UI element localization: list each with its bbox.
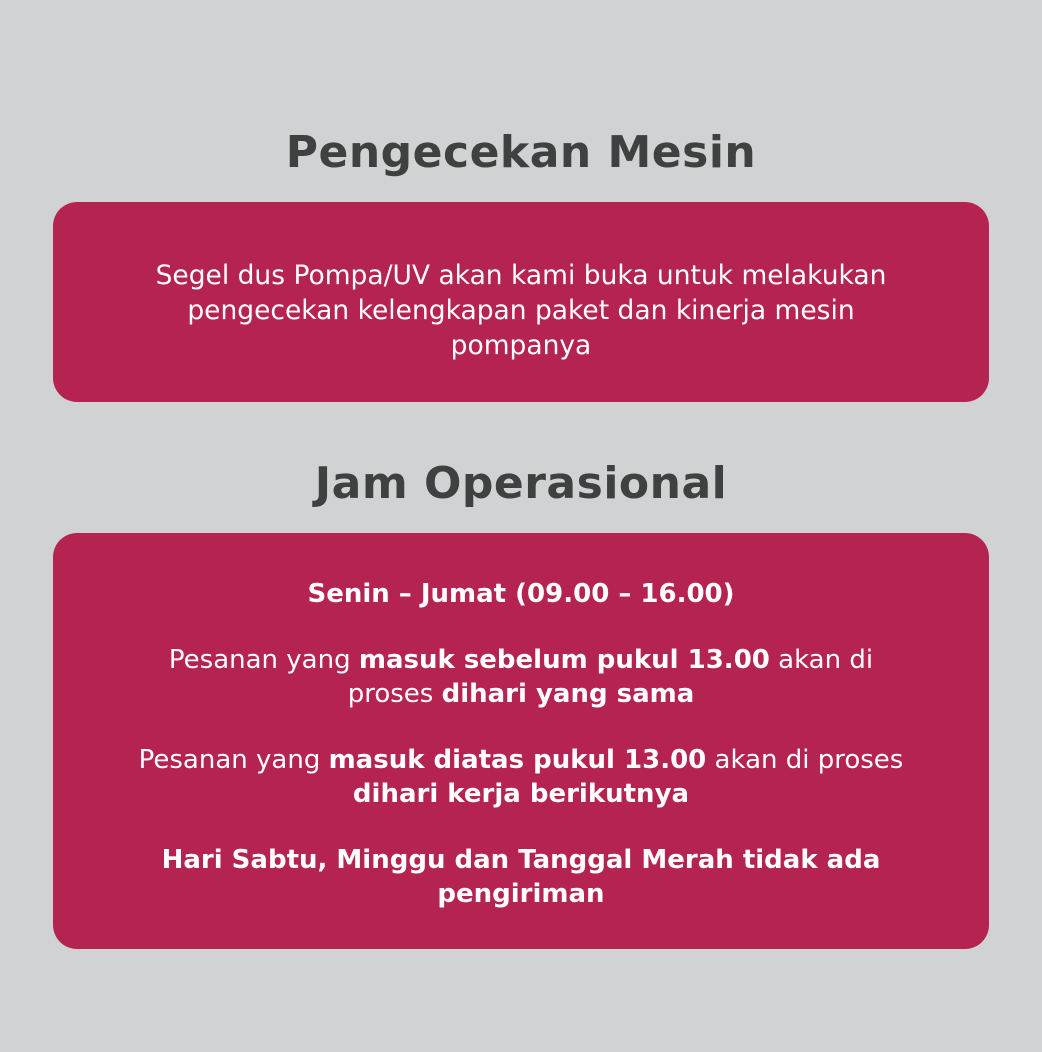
note2-pre: Pesanan yang — [138, 745, 329, 775]
note1-bold1: masuk sebelum pukul 13.00 — [358, 645, 770, 675]
note2-bold1: masuk diatas pukul 13.00 — [328, 745, 707, 775]
card-body-text — [133, 258, 909, 363]
note1-mid: akan di — [769, 645, 874, 675]
operating-hours: Senin – Jumat (09.00 – 16.00) — [307, 579, 735, 609]
body-line-1: Segel dus Pompa/UV akan kami buka untuk melakukan — [155, 260, 887, 291]
body-line-2: pengecekan kelengkapan paket dan kinerja mesin — [187, 295, 855, 326]
note1-mid2: proses — [347, 679, 442, 709]
section-title-jam-operasional: Jam Operasional — [314, 458, 728, 509]
note2-mid: akan di proses — [706, 745, 904, 775]
section-title-pengecekan-mesin: Pengecekan Mesin — [285, 127, 757, 178]
note1-pre: Pesanan yang — [168, 645, 359, 675]
note3-line-2: pengiriman — [437, 879, 605, 909]
order-note-after-cutoff — [123, 743, 919, 811]
note3-line-1: Hari Sabtu, Minggu dan Tanggal Merah tidak ada — [161, 845, 881, 875]
note1-bold2: dihari yang sama — [441, 679, 695, 709]
no-shipping-note — [123, 843, 919, 911]
info-card-pengecekan — [53, 202, 989, 402]
note2-bold2: dihari kerja berikutnya — [352, 779, 690, 809]
order-note-before-cutoff — [123, 643, 919, 711]
info-card-jam-operasional — [53, 533, 989, 949]
body-line-3: pompanya — [450, 330, 592, 361]
